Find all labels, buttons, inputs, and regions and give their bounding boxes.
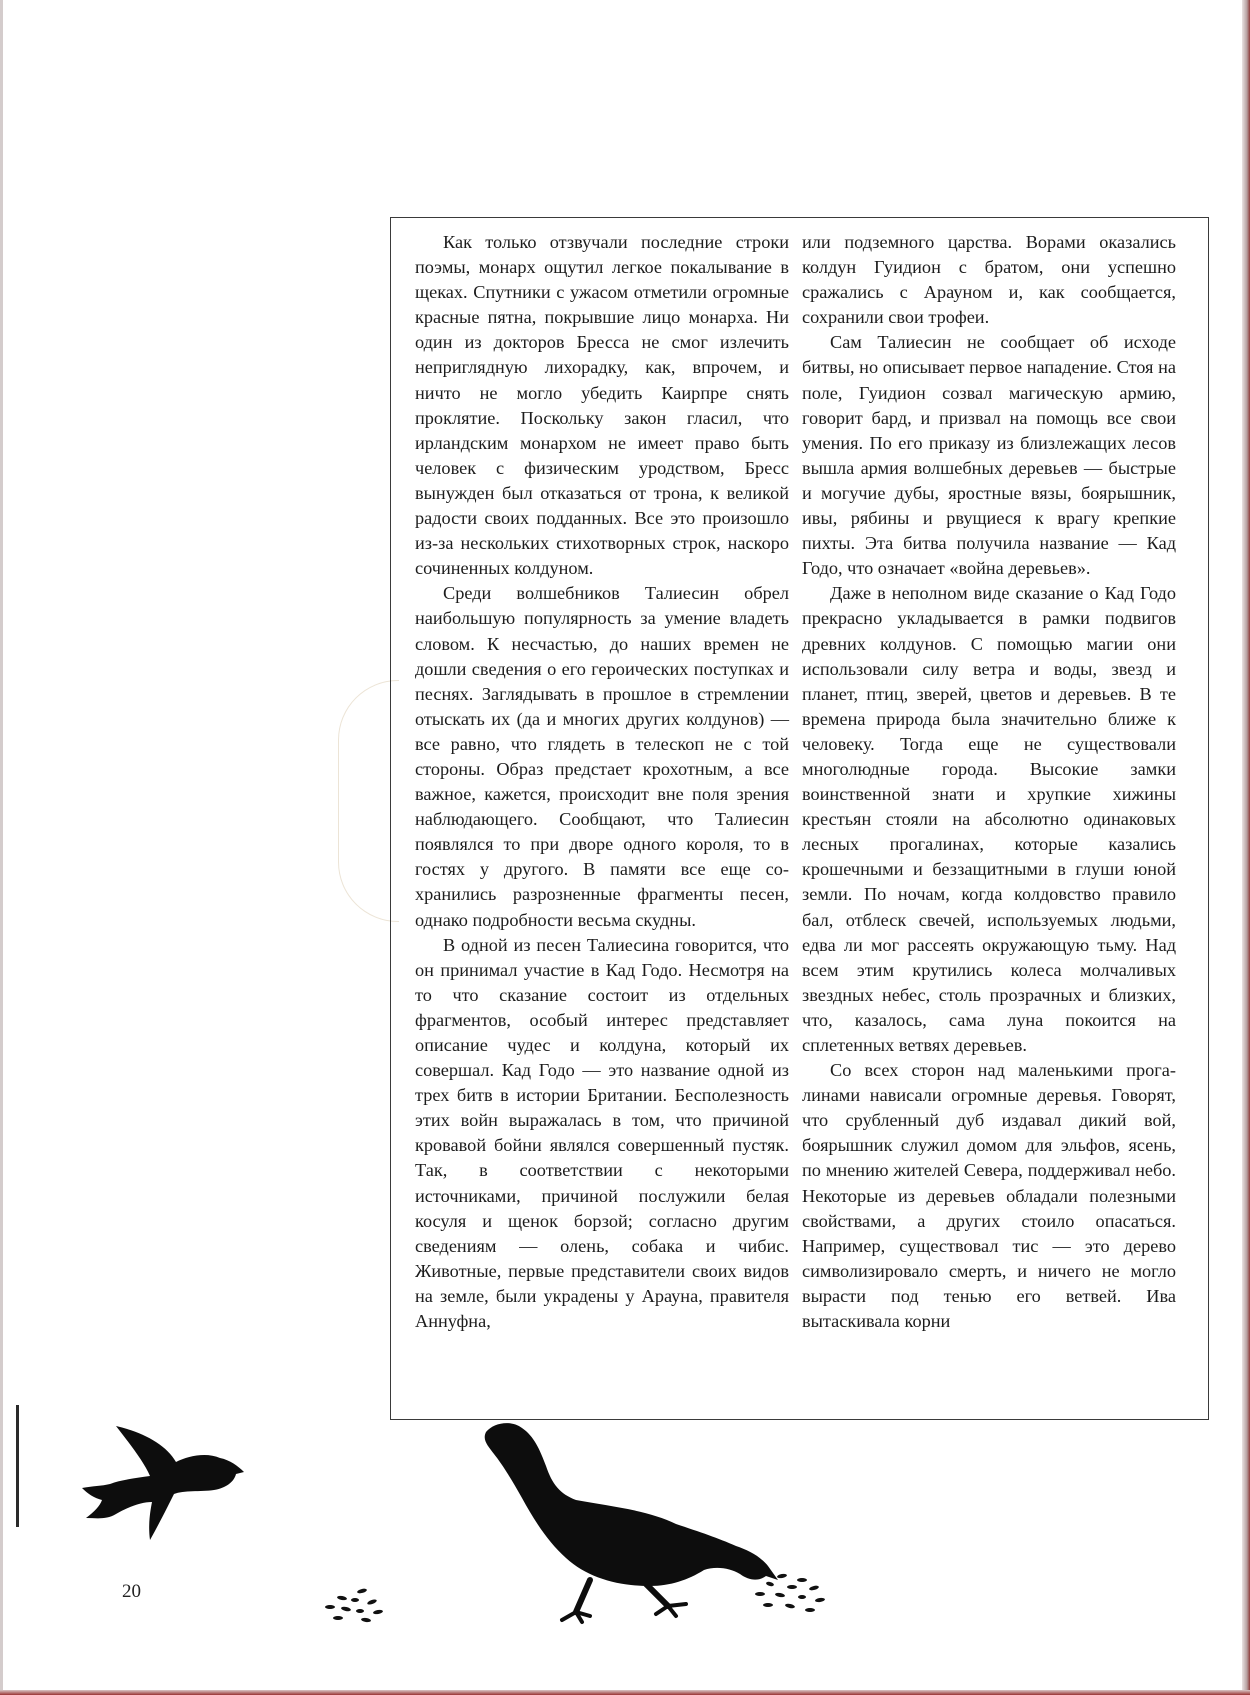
paragraph: В одной из песен Талиесина говорится, что он принимал участие в Кад Годо. Несмотря на то что сказание состоит из отдельных фрагментов, особый интерес представляет описание чудес и колдуна, который их совершал. Кад Годо — это название одной из трех битв в истории Британии. Бесполезность этих войн выражалась в том, что причиной кровавой бойни являлся совершенный пустяк. Так, в соответствии с некоторыми источниками, причиной послужили белая косуля и щенок борзой; согласно другим сведениям — олень, собака и чибис. Животные, первые представители своих видов на земле, были украдены у Арауна, правителя Аннуфна, (415, 934, 789, 1332)
paragraph: Со всех сторон над маленькими прогалинами нависали огромные деревья. Говорят, что срубленный дуб издавал дикий вой, боярышник служил домом для эльфов, ясень, по мнению жителей Севера, поддерживал небо. Некоторые из деревьев обладали полезными свойствами, а других стоило опасаться. Например, существовал тис — это дерево символизировало смерть, и ничего не могло вырасти под тенью его ветвей. Ива вытаскивала корни (802, 1060, 1176, 1332)
text-frame (390, 217, 1209, 1420)
margin-rule (16, 1405, 19, 1527)
text-column-left (415, 230, 789, 1334)
paragraph-continued: или подземного царства. Ворами оказались колдун Гуидион с братом, они успешно сражались с Арауном и, как сообщается, сохранили свои трофеи. (802, 232, 1176, 328)
page-edge-right (1242, 0, 1250, 1695)
paragraph: Как только отзвучали последние строки поэмы, монарх ощутил легкое покалывание в щеках. Спутники с ужасом отметили огромные красные пятна, покрывшие лицо монарха. Ни один из докторов Бресса не смог излечить неприглядную лихорадку, как, впрочем, и ничто не могло убедить Каирпре снять проклятие. Поскольку закон гласил, что ирландским монархом не имеет право быть человек с физическим уродством, Бресс вынужден был отказаться от трона, к великой радости своих подданных. Все это произошло из-за нескольких стихотворных строк, наскоро сочиненных колдуном. (415, 232, 789, 579)
flying-bird-silhouette-icon (80, 1422, 250, 1542)
text-column-right (802, 230, 1176, 1334)
paragraph: Даже в неполном виде сказание о Кад Годо прекрасно укладывается в рамки подвигов древних колдунов. С помощью магии они использовали силу ветра и воды, звезд и планет, птиц, зверей, цветов и деревьев. В те времена природа была значительно ближе к человеку. Тогда еще не существовали многолюдные города. Высокие замки воинственной знати и хрупкие хижины крестьян стояли на абсолютно одинаковых лесных прогалинах, которые казались крошечными и беззащитными в глуши юной земли. По ночам, когда колдовство правило бал, отблеск свечей, используемых людьми, едва ли мог рассеять окружающую тьму. Над всем этим крутились колеса молчаливых звездных небес, столь прозрачных и близких, что, казалось, сама луна покоится на сплетенных ветвях деревьев. (802, 583, 1176, 1055)
pecking-hen-silhouette-icon (478, 1420, 784, 1626)
seed-scatter-icon (752, 1572, 828, 1616)
seed-scatter-icon (322, 1587, 392, 1625)
paragraph: Сам Талиесин не сообщает об исходе битвы, но описывает первое нападение. Стоя на поле, Гуидион созвал магическую армию, говорит бард, и призвал на помощь все свои умения. По его приказу из близлежащих лесов вышла армия волшебных деревьев — быстрые и могучие дубы, яростные вязы, боярышник, ивы, рябины и рвущиеся к врагу крепкие пихты. Эта битва получила название — Кад Годо, что означает «война деревьев». (802, 332, 1176, 579)
page-edge-left (0, 0, 3, 1695)
paragraph: Среди волшебников Талиесин обрел наибольшую популярность за умение владеть словом. К несчастью, до наших времен не дошли сведения о его героических поступках и песнях. Заглядывать в прошлое в стремлении отыскать их (да и многих других колдунов) — все равно, что глядеть в телескоп не с той стороны. Образ предстает крохотным, а все важное, кажется, происходит вне поля зрения наблюдающего. Сообщают, что Талиесин появлялся то при дворе одного короля, то в гостях у другого. В памяти все еще сохранились разрозненные фрагменты песен, однако подробности весьма скудны. (415, 583, 789, 930)
page-number: 20 (122, 1581, 141, 1602)
page-edge-bottom (0, 1690, 1250, 1695)
